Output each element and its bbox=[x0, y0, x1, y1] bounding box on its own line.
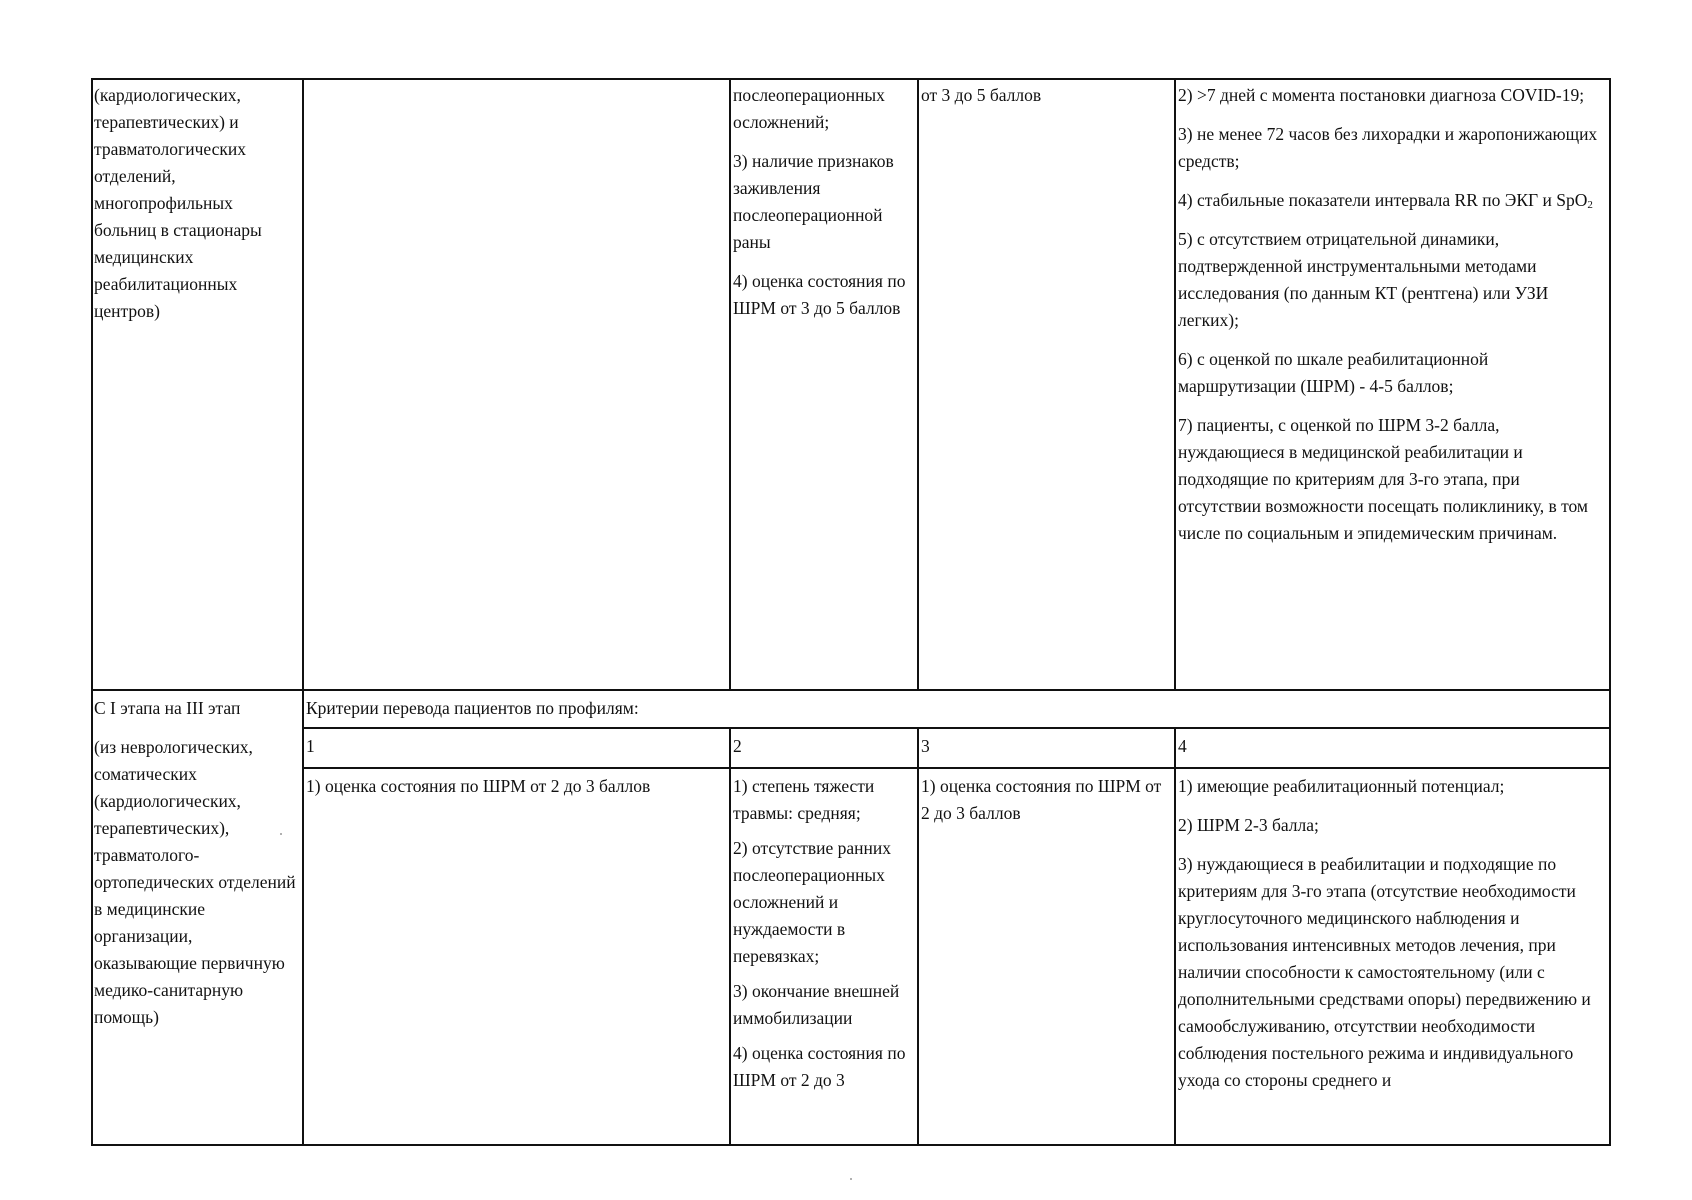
row2-col3 bbox=[731, 769, 916, 1144]
row2-col4-text: 1) оценка состояния по ШРМ от 2 до 3 баллов bbox=[921, 776, 1162, 823]
row2-col2 bbox=[304, 769, 728, 1144]
row1-col5-item: 7) пациенты, с оценкой по ШРМ 3-2 балла, нуждающиеся в медицинской реабилитации и подходящие по критериям для 3-го этапа, при отсутствии возможности посещать поликлинику, в том числе по социальным и эпидемическим причинам. bbox=[1178, 415, 1589, 543]
profile-number-text: 3 bbox=[921, 736, 930, 756]
row1-col5-item: 2) >7 дней с момента постановки диагноза COVID-19; bbox=[1178, 85, 1585, 105]
row1-col1-text: (кардиологических, терапевтических) и травматологических отделений, многопрофильных больниц в стационары медицинских реабилитационных центров) bbox=[94, 85, 262, 321]
row2-col3-item: 2) отсутствие ранних послеоперационных осложнений и нуждаемости в перевязках; bbox=[733, 838, 892, 966]
profile-number-text: 4 bbox=[1178, 736, 1187, 756]
profile-number-4 bbox=[1176, 729, 1608, 767]
scan-speck bbox=[850, 1178, 852, 1180]
row2-col3-item: 3) окончание внешней иммобилизации bbox=[733, 981, 900, 1028]
row1-col3-item: 4) оценка состояния по ШРМ от 3 до 5 баллов bbox=[733, 271, 906, 318]
row2-stage-description: (из неврологических, соматических (кардиологических, терапевтических), травматолого-ортопедических отделений в медицинские организации, оказывающие первичную медико-санитарную помощь) bbox=[94, 737, 296, 1027]
table-border-bottom bbox=[91, 1144, 1611, 1146]
scan-speck bbox=[280, 833, 282, 835]
row1-col5-spo2-text: 4) стабильные показатели интервала RR по ЭКГ и SpO bbox=[1178, 190, 1588, 210]
criteria-table bbox=[91, 78, 1611, 1146]
row2-col1 bbox=[92, 691, 300, 1144]
profile-number-2 bbox=[731, 729, 916, 767]
row2-col2-text: 1) оценка состояния по ШРМ от 2 до 3 баллов bbox=[306, 776, 651, 796]
row1-col1 bbox=[92, 78, 300, 689]
row1-col2 bbox=[304, 78, 728, 689]
row1-col4 bbox=[919, 78, 1173, 689]
row1-col5 bbox=[1176, 78, 1608, 689]
row2-col4 bbox=[919, 769, 1173, 1144]
profile-number-text: 2 bbox=[733, 736, 742, 756]
row1-col3 bbox=[731, 78, 916, 689]
row2-col5 bbox=[1176, 769, 1608, 1144]
row1-col3-item: послеоперационных осложнений; bbox=[733, 85, 885, 132]
row1-col3-item: 3) наличие признаков заживления послеоперационной раны bbox=[733, 151, 894, 252]
row2-col3-item: 1) степень тяжести травмы: средняя; bbox=[733, 776, 875, 823]
profile-number-text: 1 bbox=[306, 736, 315, 756]
row1-col5-item: 3) не менее 72 часов без лихорадки и жаропонижающих средств; bbox=[1178, 124, 1598, 171]
row1-col5-item: 6) с оценкой по шкале реабилитационной маршрутизации (ШРМ) - 4-5 баллов; bbox=[1178, 349, 1489, 396]
profiles-header: Критерии перевода пациентов по профилям: bbox=[306, 698, 639, 718]
row2-col5-item: 2) ШРМ 2-3 балла; bbox=[1178, 815, 1319, 835]
row2-header bbox=[304, 691, 1608, 727]
row2-col3-item: 4) оценка состояния по ШРМ от 2 до 3 bbox=[733, 1043, 906, 1090]
profile-number-1 bbox=[304, 729, 728, 767]
row2-col5-item: 3) нуждающиеся в реабилитации и подходящие по критериям для 3-го этапа (отсутствие необходимости круглосуточного медицинского наблюдения и использования интенсивных методов лечения, при наличии способности к самостоятельному (или с дополнительными средствами опоры) передвижению и самообслуживанию, отсутствии необходимости соблюдения постельного режима и индивидуального ухода со стороны среднего и bbox=[1178, 854, 1591, 1090]
row1-col5-item-spo2 bbox=[1178, 187, 1606, 214]
table-border-right bbox=[1609, 78, 1611, 1146]
row2-col5-item: 1) имеющие реабилитационный потенциал; bbox=[1178, 776, 1505, 796]
profile-number-3 bbox=[919, 729, 1173, 767]
row1-col5-item: 5) с отсутствием отрицательной динамики, подтвержденной инструментальными методами исследования (по данным КТ (рентгена) или УЗИ легких); bbox=[1178, 229, 1549, 330]
row2-stage-title: С I этапа на III этап bbox=[94, 698, 241, 718]
row1-col4-text: от 3 до 5 баллов bbox=[921, 85, 1042, 105]
spo2-subscript: 2 bbox=[1587, 199, 1593, 211]
